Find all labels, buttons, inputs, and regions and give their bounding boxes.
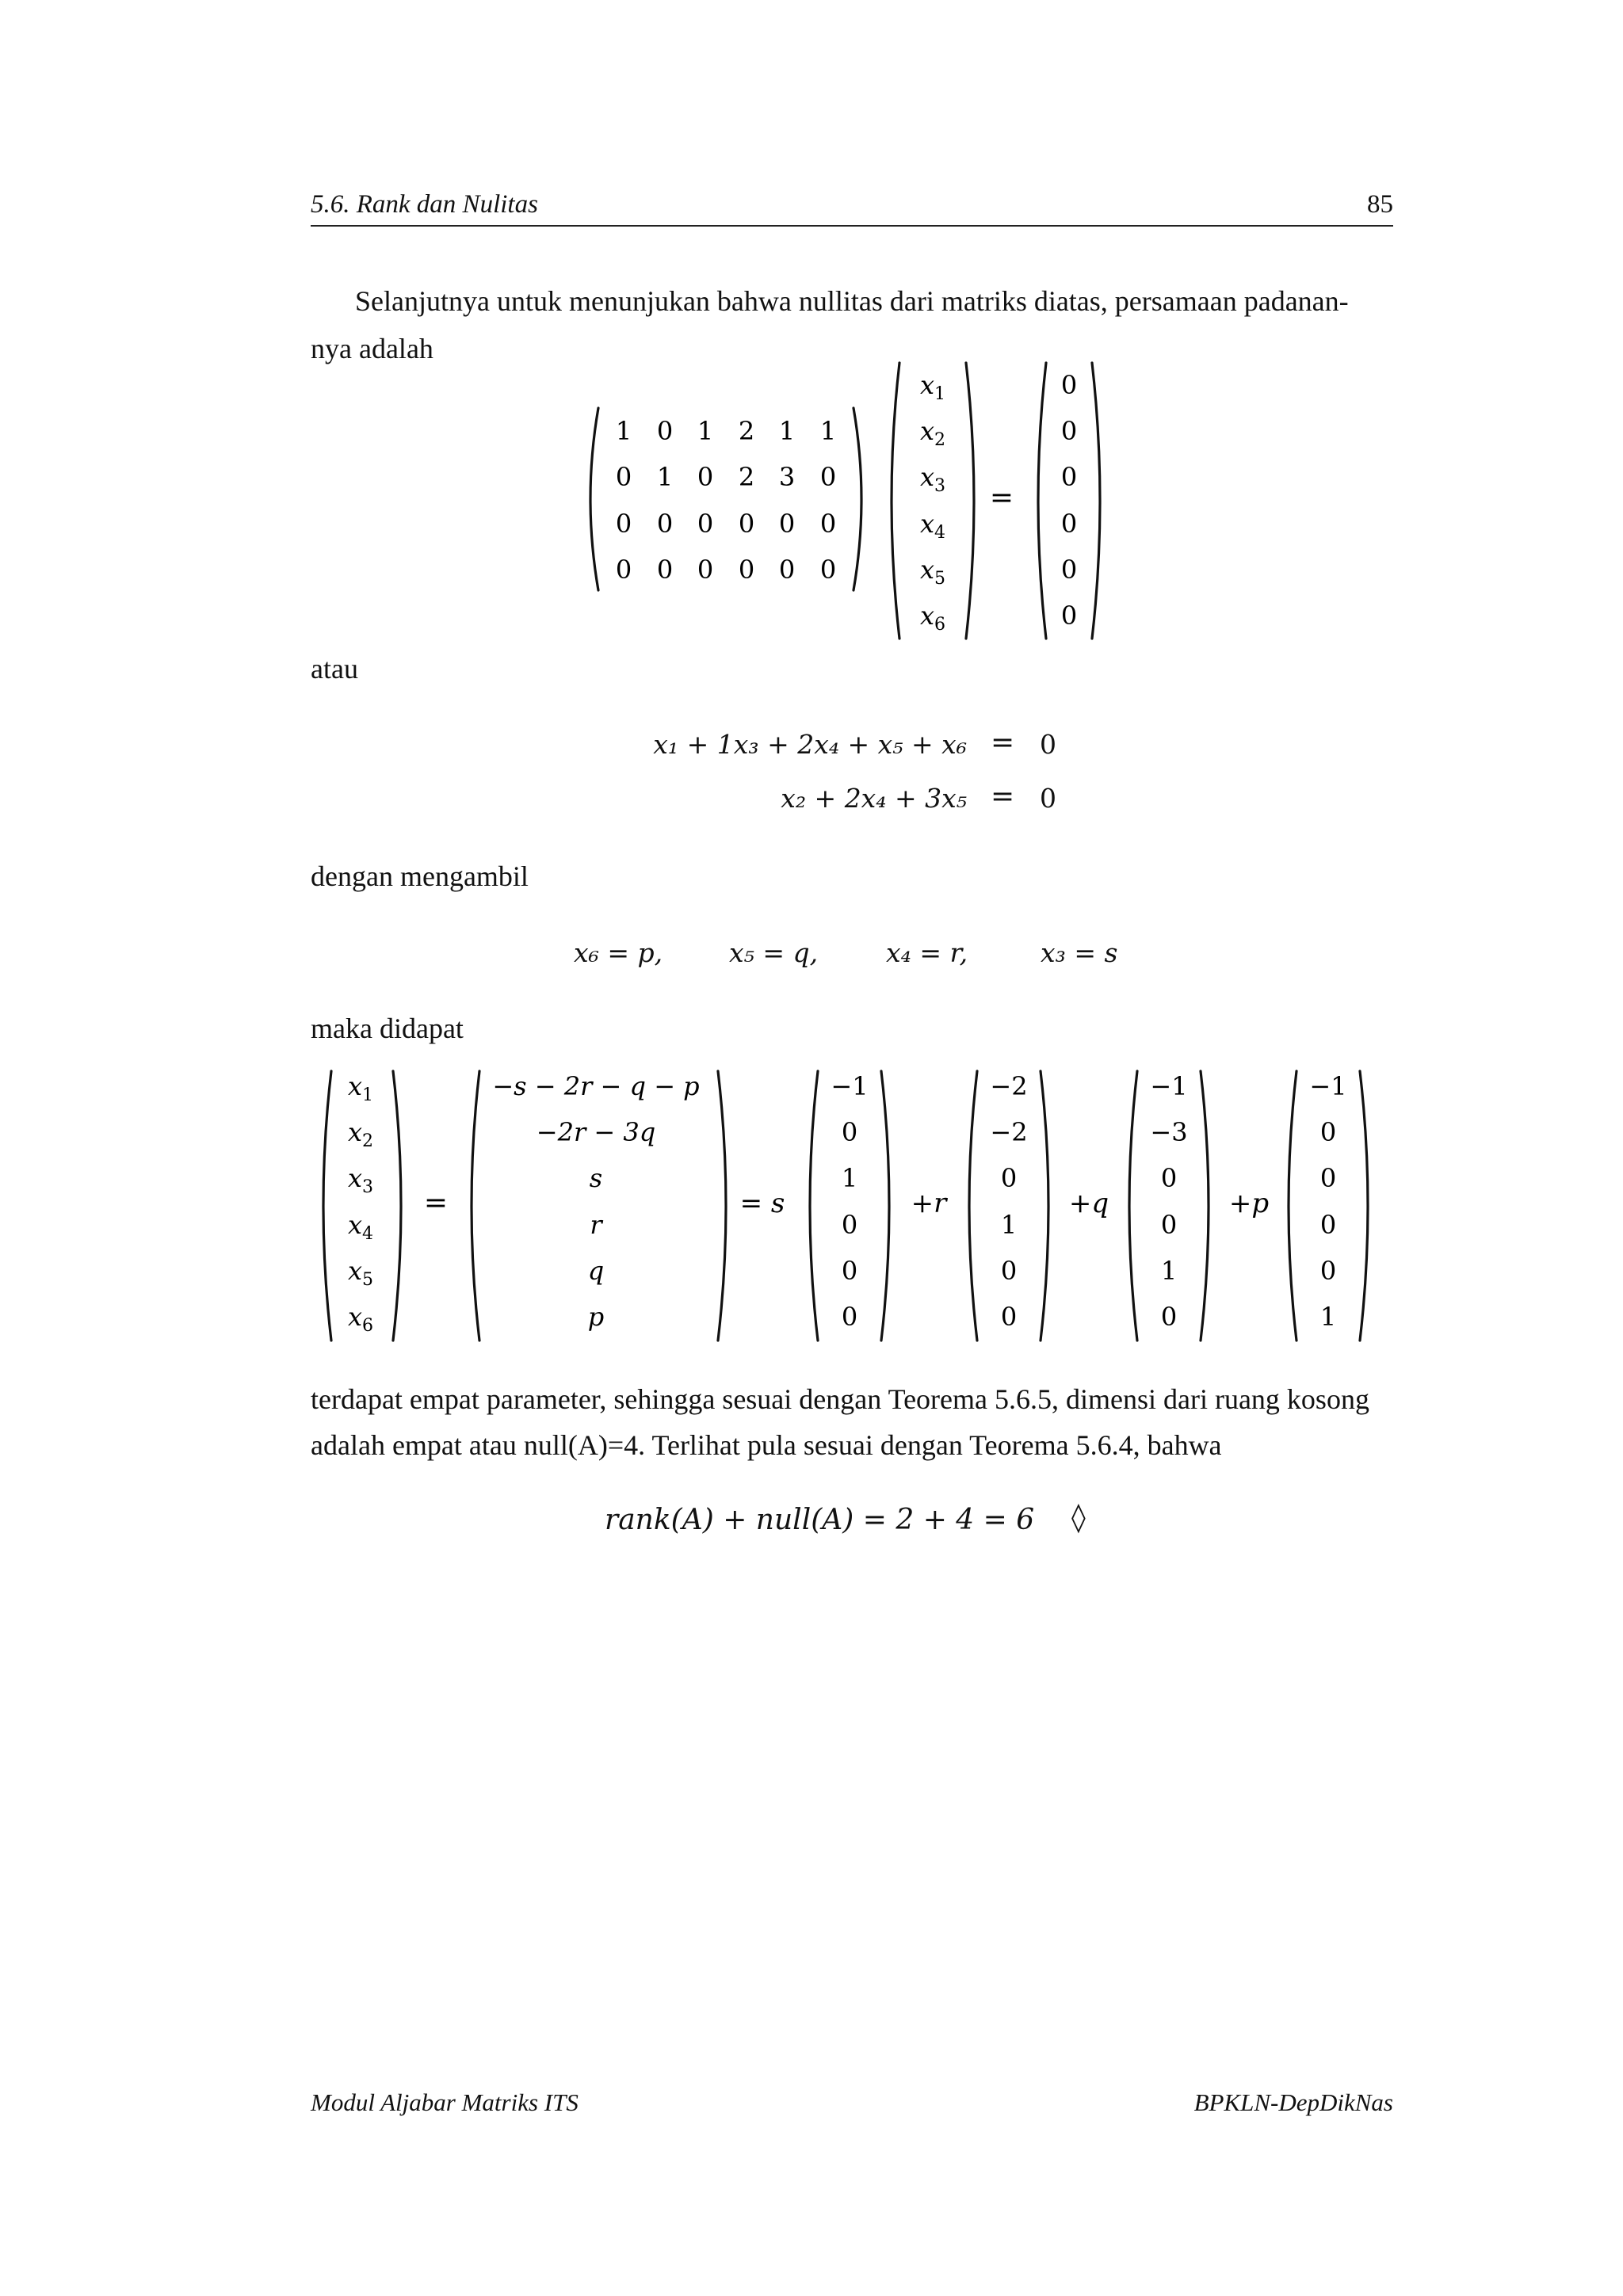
end-of-example-icon: ◊ [1071,1501,1086,1534]
vector-cell: 0 [1060,416,1078,446]
vector-cell: 0 [1000,1302,1018,1332]
right-parenthesis [718,1071,726,1341]
vector-cell: 0 [841,1117,858,1147]
assignment: x₆ = p, [574,937,663,968]
assignment: x₄ = r, [886,937,968,968]
vector-cell: −1 [1309,1071,1347,1101]
word-atau: atau [311,653,358,685]
vector-cell: 0 [1060,509,1078,539]
vector-cell: −2 [990,1117,1028,1147]
matrix-cell: 1 [819,416,837,446]
matrix-cell: 2 [738,462,755,492]
right-parenthesis [966,363,974,639]
vector-cell: 0 [1060,601,1078,631]
vector-cell: 1 [841,1163,858,1193]
vector-cell: −1 [1150,1071,1188,1101]
matrix-cell: 0 [615,509,632,539]
assignment: x₅ = q, [729,937,819,968]
paragraph-line: nya adalah [311,333,433,364]
matrix-cell: 0 [615,462,632,492]
coefficient: +r [911,1188,947,1219]
right-parenthesis [1041,1071,1048,1341]
variable: $x_6$ [919,601,946,635]
vector-cell: −3 [1150,1117,1188,1147]
equals-sign: = [423,1187,449,1219]
vector-cell: 0 [1000,1163,1018,1193]
matrix-cell: 2 [738,416,755,446]
left-parenthesis [1129,1071,1137,1341]
variable: $x_1$ [347,1071,374,1105]
vector-cell: 1 [1160,1256,1178,1286]
equation-lhs: x₁ + 1x₃ + 2x₄ + x₅ + x₆ [653,729,967,760]
variable: $x_2$ [919,416,946,450]
left-parenthesis [810,1071,818,1341]
word-dengan: dengan mengambil [311,860,529,892]
vector-cell: 1 [1000,1210,1018,1240]
assignment: x₃ = s [1041,937,1118,968]
equation-eq: = [991,727,1015,759]
variable: $x_4$ [919,509,946,543]
matrix-cell: 0 [656,509,674,539]
matrix-cell: 0 [697,555,714,585]
vector-cell: 0 [1319,1256,1337,1286]
left-parenthesis [472,1071,479,1341]
expression-cell: s [589,1163,603,1193]
matrix-cell: 0 [738,509,755,539]
variable: $x_5$ [347,1256,374,1290]
footer-left: Modul Aljabar Matriks ITS [311,2088,579,2116]
matrix-cell: 0 [656,416,674,446]
expression-cell: −s − 2r − q − p [492,1071,700,1101]
matrix-cell: 0 [819,462,837,492]
right-parenthesis [1092,363,1100,639]
word-maka: maka didapat [311,1013,464,1044]
footer-right: BPKLN-DepDikNas [1193,2088,1393,2116]
matrix-cell: 0 [819,555,837,585]
vector-cell: 0 [841,1210,858,1240]
expression-cell: r [590,1210,602,1240]
vector-cell: 0 [841,1302,858,1332]
matrix-equation [0,0,1623,650]
variable: $x_4$ [347,1210,374,1244]
vector-cell: 0 [1060,462,1078,492]
paragraph-line: Selanjutnya untuk menunjukan bahwa nullitas dari matriks diatas, persamaan padanan- [355,285,1349,317]
scalar-s: = s [739,1188,785,1219]
left-parenthesis [892,363,899,639]
variable: $x_3$ [347,1163,374,1197]
page-number: 85 [1367,190,1393,219]
variable: $x_1$ [919,370,946,404]
expression-cell: −2r − 3q [536,1117,656,1147]
coefficient: +q [1068,1188,1109,1219]
equation-rhs: 0 [1040,729,1056,760]
right-parenthesis [393,1071,401,1341]
vector-cell: −1 [831,1071,869,1101]
matrix-cell: 0 [738,555,755,585]
matrix-cell: 0 [819,509,837,539]
running-header: 5.6. Rank dan Nulitas [311,190,538,219]
paragraph-line: terdapat empat parameter, sehingga sesuai dengan Teorema 5.6.5, dimensi dari ruang kosong [311,1383,1369,1415]
vector-cell: 0 [1160,1210,1178,1240]
variable: $x_3$ [919,462,946,496]
equation-lhs: x₂ + 2x₄ + 3x₅ [781,783,967,814]
vector-cell: 0 [1060,555,1078,585]
left-parenthesis [969,1071,977,1341]
right-parenthesis [881,1071,889,1341]
equation-rhs: 0 [1040,783,1056,814]
matrix-cell: 0 [656,555,674,585]
matrix-cell: 0 [778,555,796,585]
coefficient: +p [1228,1188,1270,1219]
matrix-cell: 0 [697,509,714,539]
vector-cell: 0 [1060,370,1078,400]
matrix-cell: 1 [697,416,714,446]
matrix-cell: 1 [615,416,632,446]
solution-equation [0,1062,1623,1363]
variable: $x_6$ [347,1302,374,1336]
vector-cell: 0 [1319,1163,1337,1193]
variable: $x_5$ [919,555,946,589]
left-parenthesis [1038,363,1046,639]
rank-nullity-formula: rank(A) + null(A) = 2 + 4 = 6 [605,1504,1035,1536]
paragraph-line: adalah empat atau null(A)=4. Terlihat pula sesuai dengan Teorema 5.6.4, bahwa [311,1429,1222,1461]
matrix-cell: 1 [656,462,674,492]
right-parenthesis [854,408,861,590]
matrix-cell: 0 [778,509,796,539]
left-parenthesis [1289,1071,1296,1341]
matrix-cell: 1 [778,416,796,446]
matrix-cell: 0 [615,555,632,585]
variable: $x_2$ [347,1117,374,1151]
left-parenthesis [323,1071,331,1341]
right-parenthesis [1201,1071,1209,1341]
vector-cell: −2 [990,1071,1028,1101]
expression-cell: p [587,1302,605,1332]
equals-sign: = [989,482,1014,514]
vector-cell: 0 [1160,1302,1178,1332]
right-parenthesis [1360,1071,1368,1341]
matrix-cell: 0 [697,462,714,492]
expression-cell: q [587,1256,605,1286]
equation-eq: = [991,780,1015,813]
vector-cell: 0 [1160,1163,1178,1193]
vector-cell: 0 [841,1256,858,1286]
vector-cell: 0 [1000,1256,1018,1286]
vector-cell: 0 [1319,1210,1337,1240]
left-parenthesis [590,408,598,590]
vector-cell: 0 [1319,1117,1337,1147]
matrix-cell: 3 [778,462,796,492]
vector-cell: 1 [1319,1302,1337,1332]
